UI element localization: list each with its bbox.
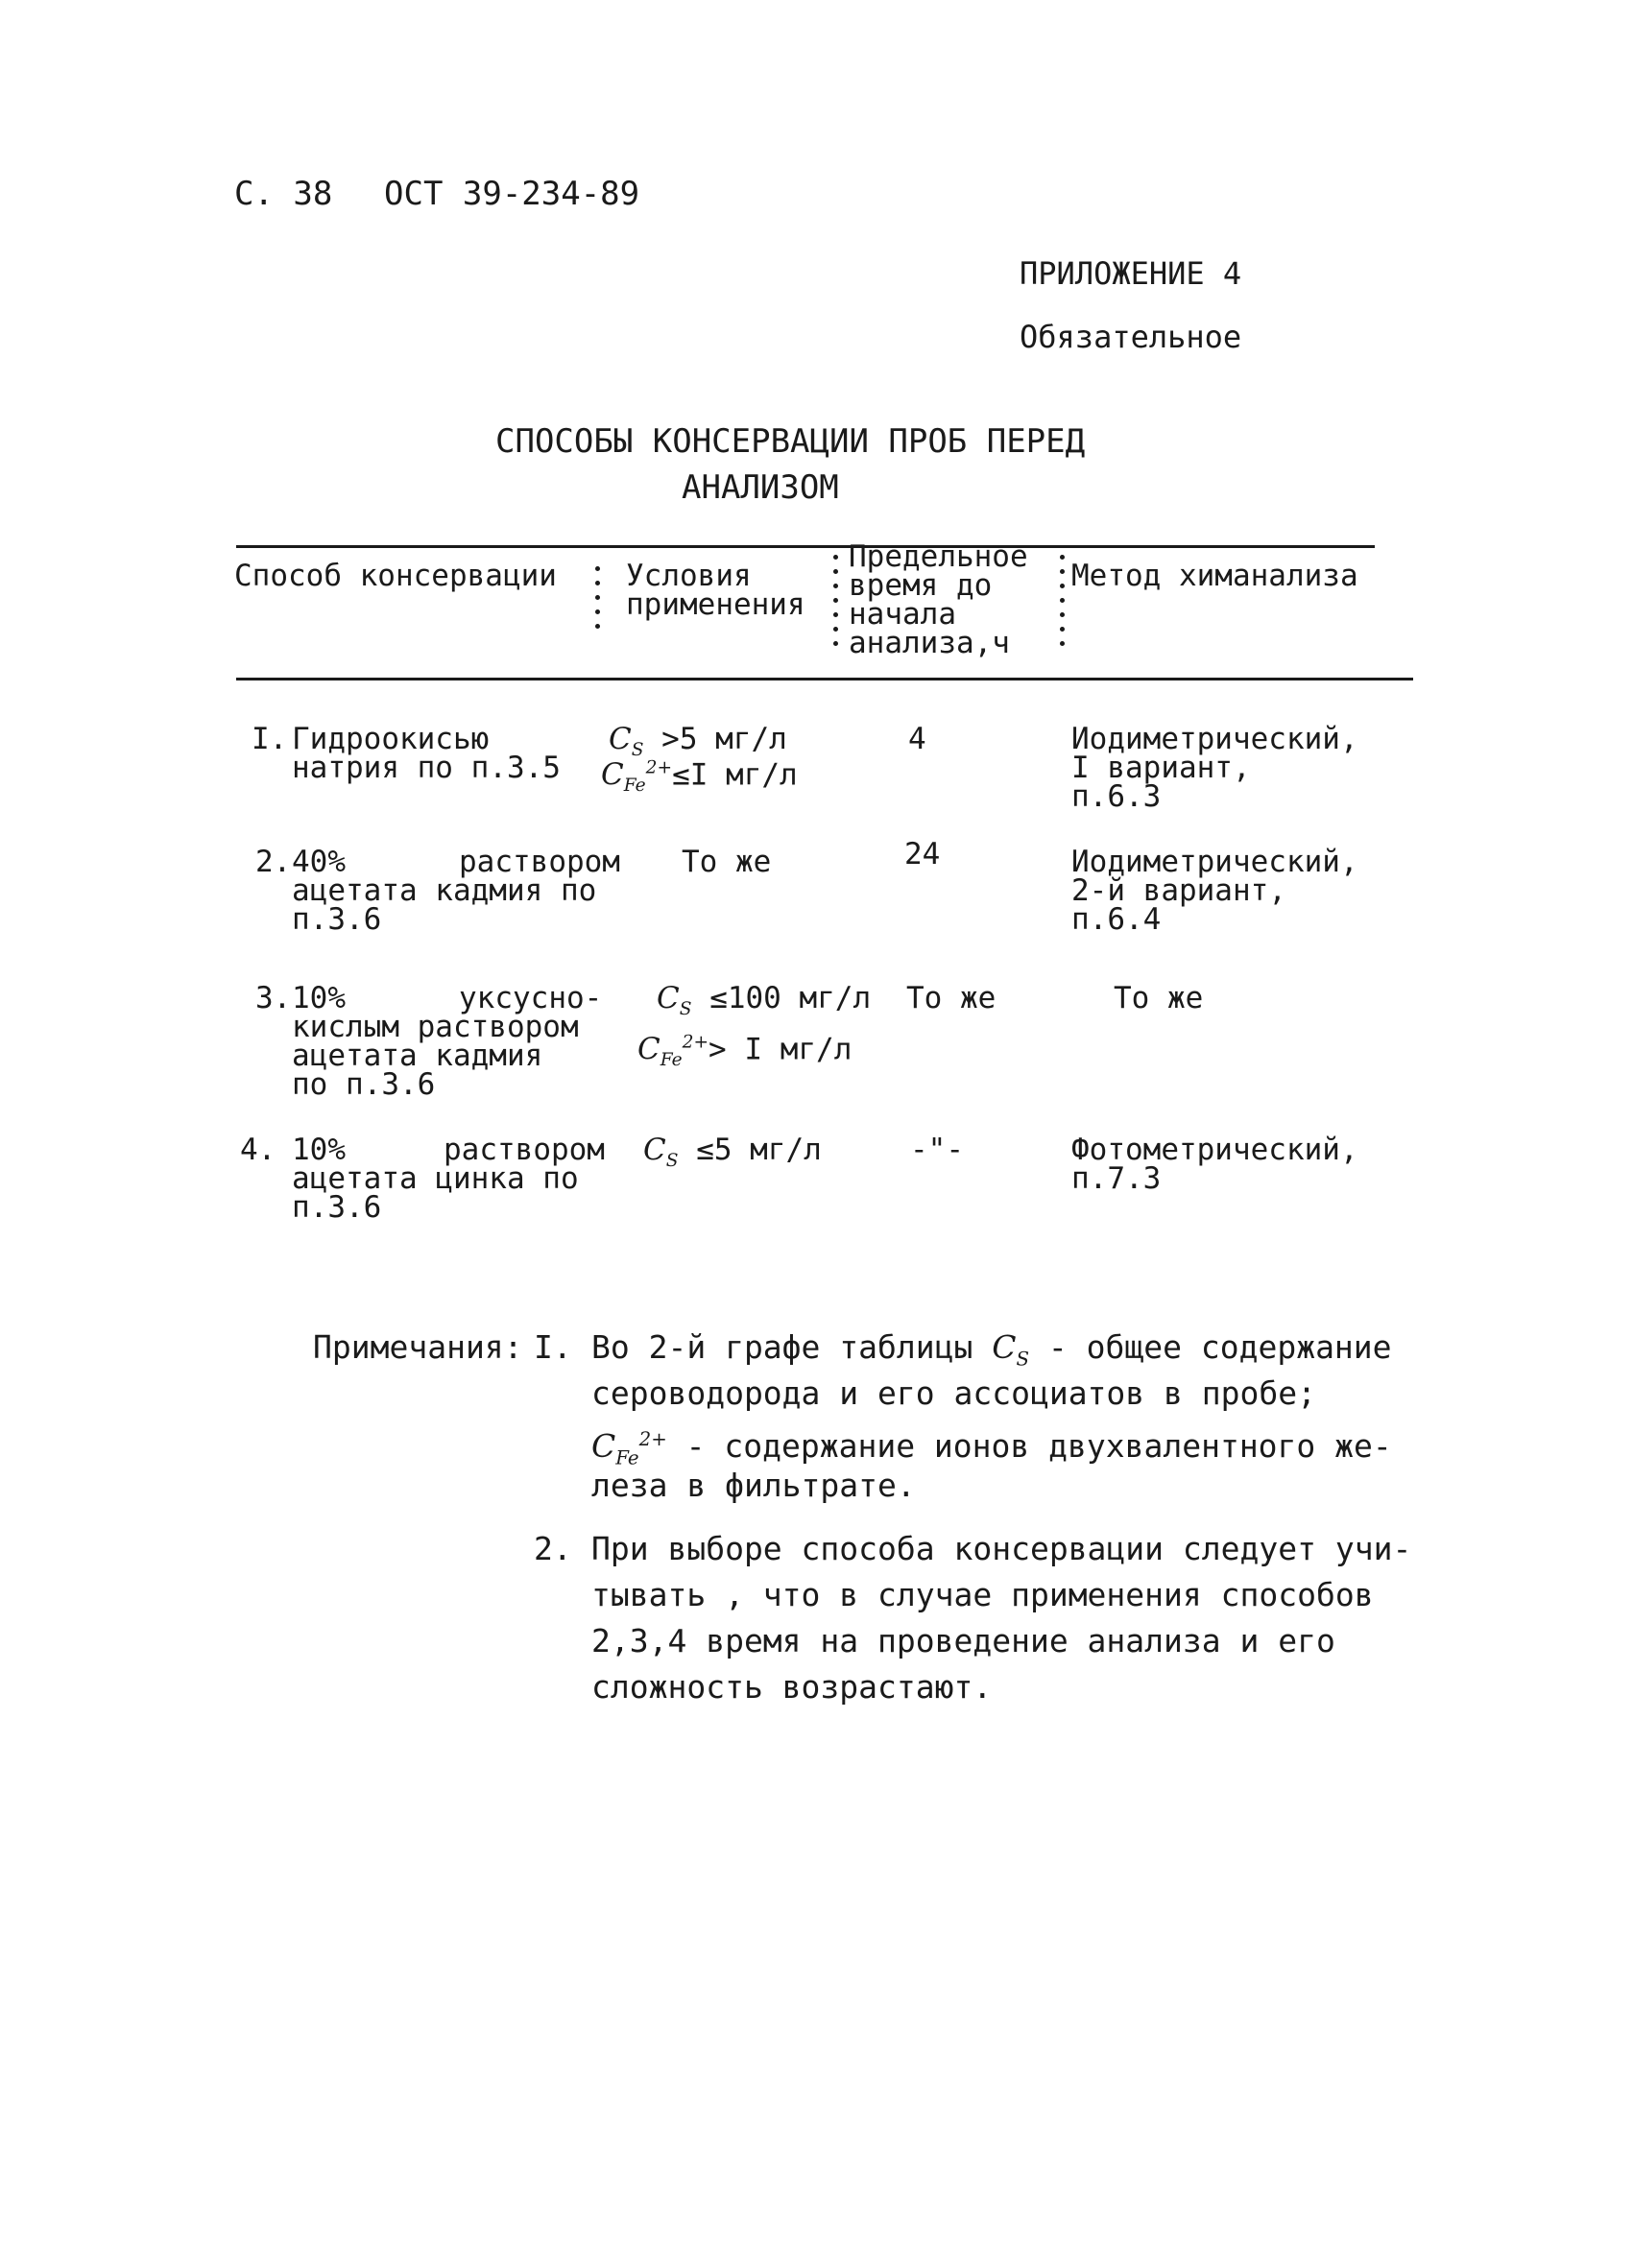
row-method-line: ацетата кадмия по (292, 873, 597, 908)
row-method-line: 40% (292, 845, 346, 879)
row-condition: $C_{Fe}^{2+}\le I$ мг/л (601, 757, 798, 797)
row-analysis-line: п.7.3 (1071, 1161, 1162, 1196)
document-title-line2: АНАЛИЗОМ (682, 468, 839, 507)
row-time: 24 (904, 837, 941, 871)
row-analysis-line: п.6.3 (1071, 779, 1162, 814)
row-method-line: по п.3.6 (292, 1067, 436, 1102)
row-analysis-line: 2-й вариант, (1071, 873, 1286, 908)
header-time-2: время до (849, 568, 993, 603)
table-header-rule (236, 678, 1413, 680)
row-time: 4 (908, 722, 926, 756)
document-code: ОСТ 39-234-89 (384, 175, 640, 213)
row-method-line: п.3.6 (292, 902, 382, 937)
note-text: При выборе способа консервации следует учи- (591, 1530, 1412, 1567)
header-time-1: Предельное (849, 539, 1028, 574)
row-analysis-line: Иодиметрический, (1071, 845, 1358, 879)
row-analysis-line: Фотометрический, (1071, 1133, 1358, 1167)
appendix-title: ПРИЛОЖЕНИЕ 4 (1020, 255, 1242, 292)
row-method-line: 10% (292, 981, 346, 1015)
row-number: 2. (255, 845, 292, 879)
note-number: 2. (534, 1530, 572, 1567)
row-method-line: 10% (292, 1133, 346, 1167)
note-text: 2,3,4 время на проведение анализа и его (591, 1622, 1335, 1659)
row-time: -"- (910, 1133, 964, 1167)
note-number: I. (534, 1328, 572, 1366)
row-number: 3. (255, 981, 292, 1015)
cfe-symbol: $C_{Fe}^{2+}$ (601, 757, 673, 797)
row-number: I. (252, 722, 288, 756)
row-analysis-line: I вариант, (1071, 751, 1251, 785)
row-analysis-line: То же (1114, 981, 1204, 1015)
cs-symbol: $C_S$ (657, 981, 692, 1020)
column-separator (595, 566, 601, 638)
cs-symbol: $C_S$ (609, 722, 644, 761)
row-condition: $C_S \le 5$ мг/л (643, 1133, 822, 1172)
row-condition: $C_{Fe}^{2+}> I$ мг/л (637, 1032, 853, 1071)
document-title-line1: СПОСОБЫ КОНСЕРВАЦИИ ПРОБ ПЕРЕД (495, 422, 1086, 461)
row-method-line: раствором (444, 1133, 605, 1167)
page-number: С. 38 (234, 175, 333, 213)
header-time-3: начала (849, 597, 956, 632)
row-method-line: ацетата кадмия (292, 1039, 543, 1073)
row-method-line: п.3.6 (292, 1190, 382, 1225)
row-method-line: ацетата цинка по (292, 1161, 579, 1196)
row-number: 4. (240, 1133, 276, 1167)
column-separator (833, 555, 839, 656)
header-analysis: Метод химанализа (1071, 559, 1358, 593)
note-text: сероводорода и его ассоциатов в пробе; (591, 1374, 1316, 1412)
row-method-line: Гидроокисью (292, 722, 490, 756)
note-text: сложность возрастают. (591, 1668, 993, 1706)
header-method: Способ консервации (234, 559, 557, 593)
row-method-line: уксусно- (459, 981, 603, 1015)
note-text: Во 2-й графе таблицы $C_S$ - общее содержание (591, 1328, 1392, 1371)
note-text: леза в фильтрате. (591, 1467, 916, 1504)
header-conditions-2: применения (626, 587, 805, 622)
cs-symbol: $C_S$ (643, 1133, 679, 1172)
header-conditions-1: Условия (626, 559, 752, 593)
row-condition: То же (682, 845, 772, 879)
row-method-line: натрия по п.3.5 (292, 751, 561, 785)
row-analysis-line: Иодиметрический, (1071, 722, 1358, 756)
header-time-4: анализа,ч (849, 626, 1010, 660)
row-method-line: кислым раствором (292, 1010, 579, 1044)
row-time: То же (906, 981, 997, 1015)
note-text: $C_{Fe}^{2+}$ - содержание ионов двухвалентного же- (591, 1427, 1392, 1469)
appendix-status: Обязательное (1020, 319, 1242, 355)
notes-label: Примечания: (313, 1328, 523, 1366)
cfe-symbol: $C_{Fe}^{2+}$ (591, 1427, 667, 1469)
row-analysis-line: п.6.4 (1071, 902, 1162, 937)
column-separator (1060, 555, 1066, 656)
row-method-line: раствором (459, 845, 620, 879)
cfe-symbol: $C_{Fe}^{2+}$ (637, 1032, 709, 1071)
note-text: тывать , что в случае применения способов (591, 1576, 1374, 1613)
row-condition: $C_S >5$ мг/л (609, 722, 787, 761)
table-top-rule (236, 545, 1375, 548)
cs-symbol: $C_S$ (992, 1328, 1030, 1371)
row-condition: $C_S \le 100$ мг/л (657, 981, 872, 1020)
